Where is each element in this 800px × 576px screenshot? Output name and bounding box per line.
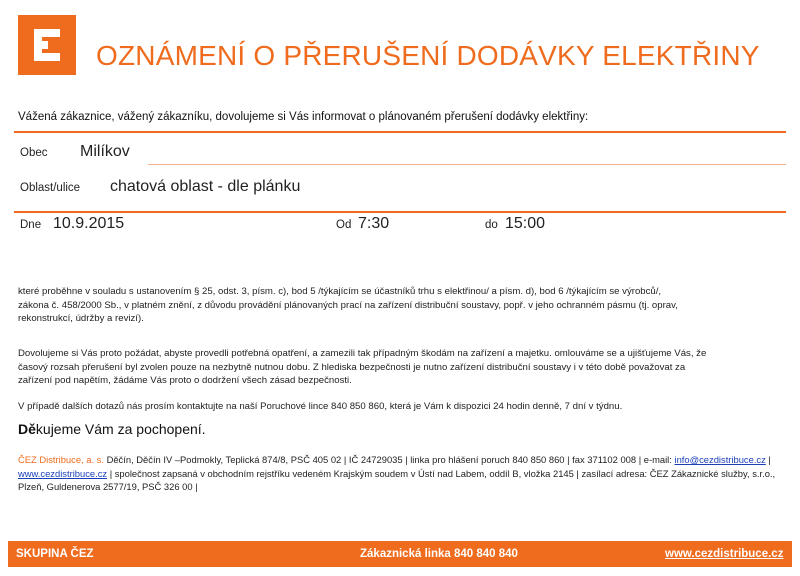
thanks-rest: kujeme Vám za pochopení. bbox=[35, 421, 206, 437]
company-name: ČEZ Distribuce, a. s. bbox=[18, 454, 104, 465]
footer-web-link[interactable]: www.cezdistribuce.cz bbox=[665, 548, 784, 560]
cez-logo-icon bbox=[18, 15, 76, 75]
company-info bbox=[18, 453, 788, 494]
od-value: 7:30 bbox=[358, 215, 390, 232]
company-line-2: www.cezdistribuce.cz | společnost zapsaná v obchodním rejstříku vedeném Krajským soudem v Ústí nad Labem, oddíl B, vložka 2145 | zasílací adresa: ČEZ Zákaznické služby, s.r.o., bbox=[18, 467, 776, 479]
obec-value: Milíkov bbox=[80, 143, 130, 160]
web-link[interactable]: www.cezdistribuce.cz bbox=[18, 467, 108, 479]
dne-label: Dne bbox=[20, 219, 42, 231]
legal-line-3: rekonstrukcí, údržby a revizí). bbox=[18, 313, 144, 324]
email-link[interactable]: info@cezdistribuce.cz bbox=[674, 454, 766, 465]
greeting-text: Vážená zákaznice, vážený zákazníku, dovolujeme si Vás informovat o plánovaném přerušení dodávky elektřiny: bbox=[18, 111, 589, 123]
company-line-3: Plzeň, Guldenerova 2577/19, PSČ 326 00 | bbox=[18, 481, 198, 493]
legal-paragraph bbox=[18, 285, 778, 326]
od-label: Od bbox=[336, 219, 352, 231]
safety-line-1: Dovolujeme si Vás proto požádat, abyste provedli potřebná opatření, a zamezili tak případným škodám na zařízení a majetku. omlouváme se a ujišťujeme Vás, že bbox=[18, 348, 707, 359]
safety-line-3: zařízení pod napětím, žádáme Vás proto o dodržení všech zásad bezpečnosti. bbox=[18, 375, 352, 386]
do-value: 15:00 bbox=[505, 215, 546, 232]
legal-line-2: zákona č. 458/2000 Sb., v platném znění, z důvodu provádění plánovaných prací na zařízení distribuční soustavy, popř. v jeho ochranném pásmu (tj. oprav, bbox=[18, 299, 678, 311]
page-title: OZNÁMENÍ O PŘERUŠENÍ DODÁVKY ELEKTŘINY bbox=[96, 40, 760, 71]
divider-obec bbox=[148, 164, 786, 165]
dne-value: 10.9.2015 bbox=[53, 215, 125, 232]
divider-top bbox=[14, 131, 786, 133]
obec-label: Obec bbox=[20, 147, 48, 159]
cez-logo bbox=[18, 15, 76, 75]
oblast-value: chatová oblast - dle plánku bbox=[110, 178, 301, 195]
hotline-label: Zákaznická linka 840 840 840 bbox=[360, 548, 518, 560]
legal-line-1: které proběhne v souladu s ustanovením § 25, odst. 3, písm. c), bod 5 /týkajícím se účastníků trhu s elektřinou/ a písm. d), bod 6 /týkajícím se výrobců/, bbox=[18, 286, 662, 297]
thanks-text bbox=[18, 421, 206, 437]
company-line-1: ČEZ Distribuce, a. s. Děčín, Děčín IV –Podmokly, Teplická 874/8, PSČ 405 02 | IČ 24729035 | linka pro hlášení poruch 840 850 860 | fax 371102 008 | e-mail: info@cezdistribuce.cz | bbox=[18, 454, 771, 465]
group-label: SKUPINA ČEZ bbox=[16, 548, 94, 560]
safety-paragraph bbox=[18, 347, 778, 388]
do-label: do bbox=[485, 219, 498, 231]
divider-bottom bbox=[14, 211, 786, 213]
contact-paragraph: V případě dalších dotazů nás prosím kontaktujte na naší Poruchové lince 840 850 860, která je Vám k dispozici 24 hodin denně, 7 dní v týdnu. bbox=[18, 401, 623, 412]
oblast-label: Oblast/ulice bbox=[20, 182, 81, 194]
safety-line-2: časový rozsah přerušení byl zvolen pouze na nezbytně nutnou dobu. Z hlediska bezpečnosti je nutno zařízení distribuční soustavy i v této době považovat za bbox=[18, 361, 686, 373]
thanks-bold: Dě bbox=[18, 421, 36, 437]
footer-bar bbox=[8, 541, 792, 567]
